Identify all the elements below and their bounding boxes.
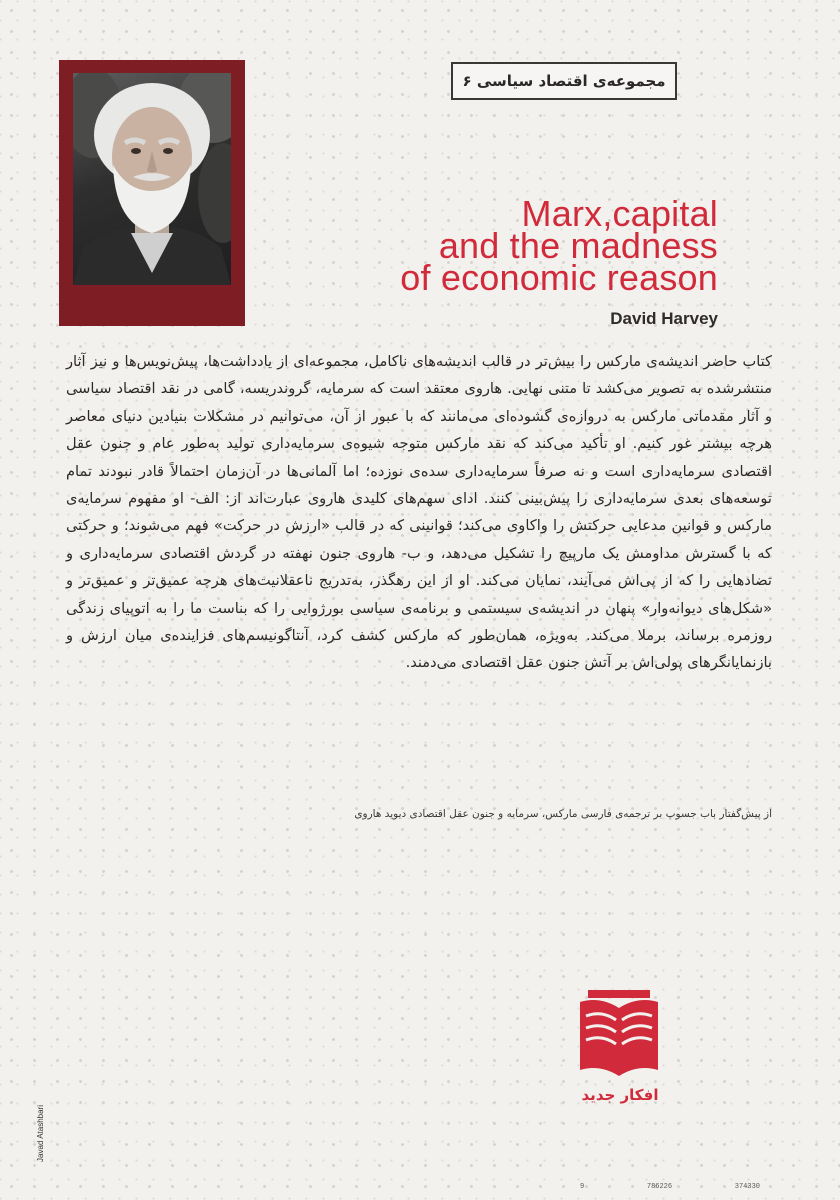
quote-source: از پیش‌گفتار باب جسوپ بر ترجمه‌ی فارسی مارکس، سرمایه و جنون عقل اقتصادی دیوید هاروی [354, 808, 772, 820]
barcode-digit-group: 9 [580, 1183, 585, 1191]
publisher-name: افکار جدید [581, 1086, 659, 1104]
barcode-digits [580, 1183, 760, 1191]
title-line-2: and the madness [438, 225, 718, 266]
portrait-drawing [73, 73, 231, 285]
series-label-box [451, 62, 677, 100]
barcode-digit-group: 786226 [646, 1183, 673, 1191]
author-name: David Harvey [610, 309, 718, 328]
author-portrait-frame [59, 60, 245, 326]
barcode-digit-group: 374330 [734, 1183, 760, 1191]
english-title [298, 193, 718, 298]
series-label: مجموعه‌ی اقتصاد سیاسی ۶ [462, 72, 666, 90]
title-line-3: of economic reason [400, 257, 718, 298]
designer-credit: Javad Atashbari [36, 1105, 45, 1162]
publisher-book-logo-icon [578, 990, 660, 1080]
author-portrait-icon [73, 73, 231, 285]
title-line-1: Marx,capital [521, 193, 718, 234]
blurb-text: کتاب حاضر اندیشه‌ی مارکس را بیش‌تر در قالب اندیشه‌های ناکامل، مجموعه‌ای از یادداشت‌ها، پیش‌نویس‌ها و نیز آثار منتشرشده به تصویر می‌کشد تا متنی نهایی. هاروی معتقد است که سرمایه، گروندریسه، گامی در نقد اقتصاد سیاسی و آثار مقدماتی مارکس به دروازه‌ی گشوده‌ای می‌مانند که با عبور از آن، می‌توانیم در مشکلات بنیادین دنیای معاصر هرچه بیشتر غور کنیم. او تأکید می‌کند که نقد مارکس متوجه شیوه‌ی سرمایه‌داری تولید به‌طور عام و جنون عقل اقتصادی سرمایه‌داری است و نه صرفاً سرمایه‌داری سده‌ی نوزده؛ اما آلمانی‌ها در آن‌زمان احتمالاً قادر نبودند تمام توسعه‌های بعدی سرمایه‌داری را پیش‌بینی کنند. ادای سهم‌های کلیدی هاروی عبارت‌اند از: الف- او مفهوم سرمایه‌ی مارکس و قوانین مدعایی حرکتش را واکاوی می‌کند؛ قوانینی که در قالب «ارزش در حرکت» فهم می‌شوند؛ و حرکتی که با گسترش مداومش یک مارپیچ را تشکیل می‌دهد، و ب- هاروی جنون نهفته در گردش اقتصادی سرمایه‌داری و تضادهایی را که از پی‌اش می‌آیند، نمایان می‌کند. او از این رهگذر، به‌تدریج ناعقلانیت‌های هرچه عمیق‌تر و عمیق‌تر و «شکل‌های دیوانه‌وار» پنهان در اندیشه‌ی سیستمی و برنامه‌ی سیاسی بورژوایی را که بناست ما را به اتوپیای زندگی روزمره برساند، برملا می‌کند. به‌ویژه، همان‌طور که مارکس کشف کرد، آنتاگونیسم‌های فزاینده‌ی میان ارزش و بازنمایانگرهای پولی‌اش بر آتش جنون عقل اقتصادی می‌دمند. [66, 353, 772, 672]
